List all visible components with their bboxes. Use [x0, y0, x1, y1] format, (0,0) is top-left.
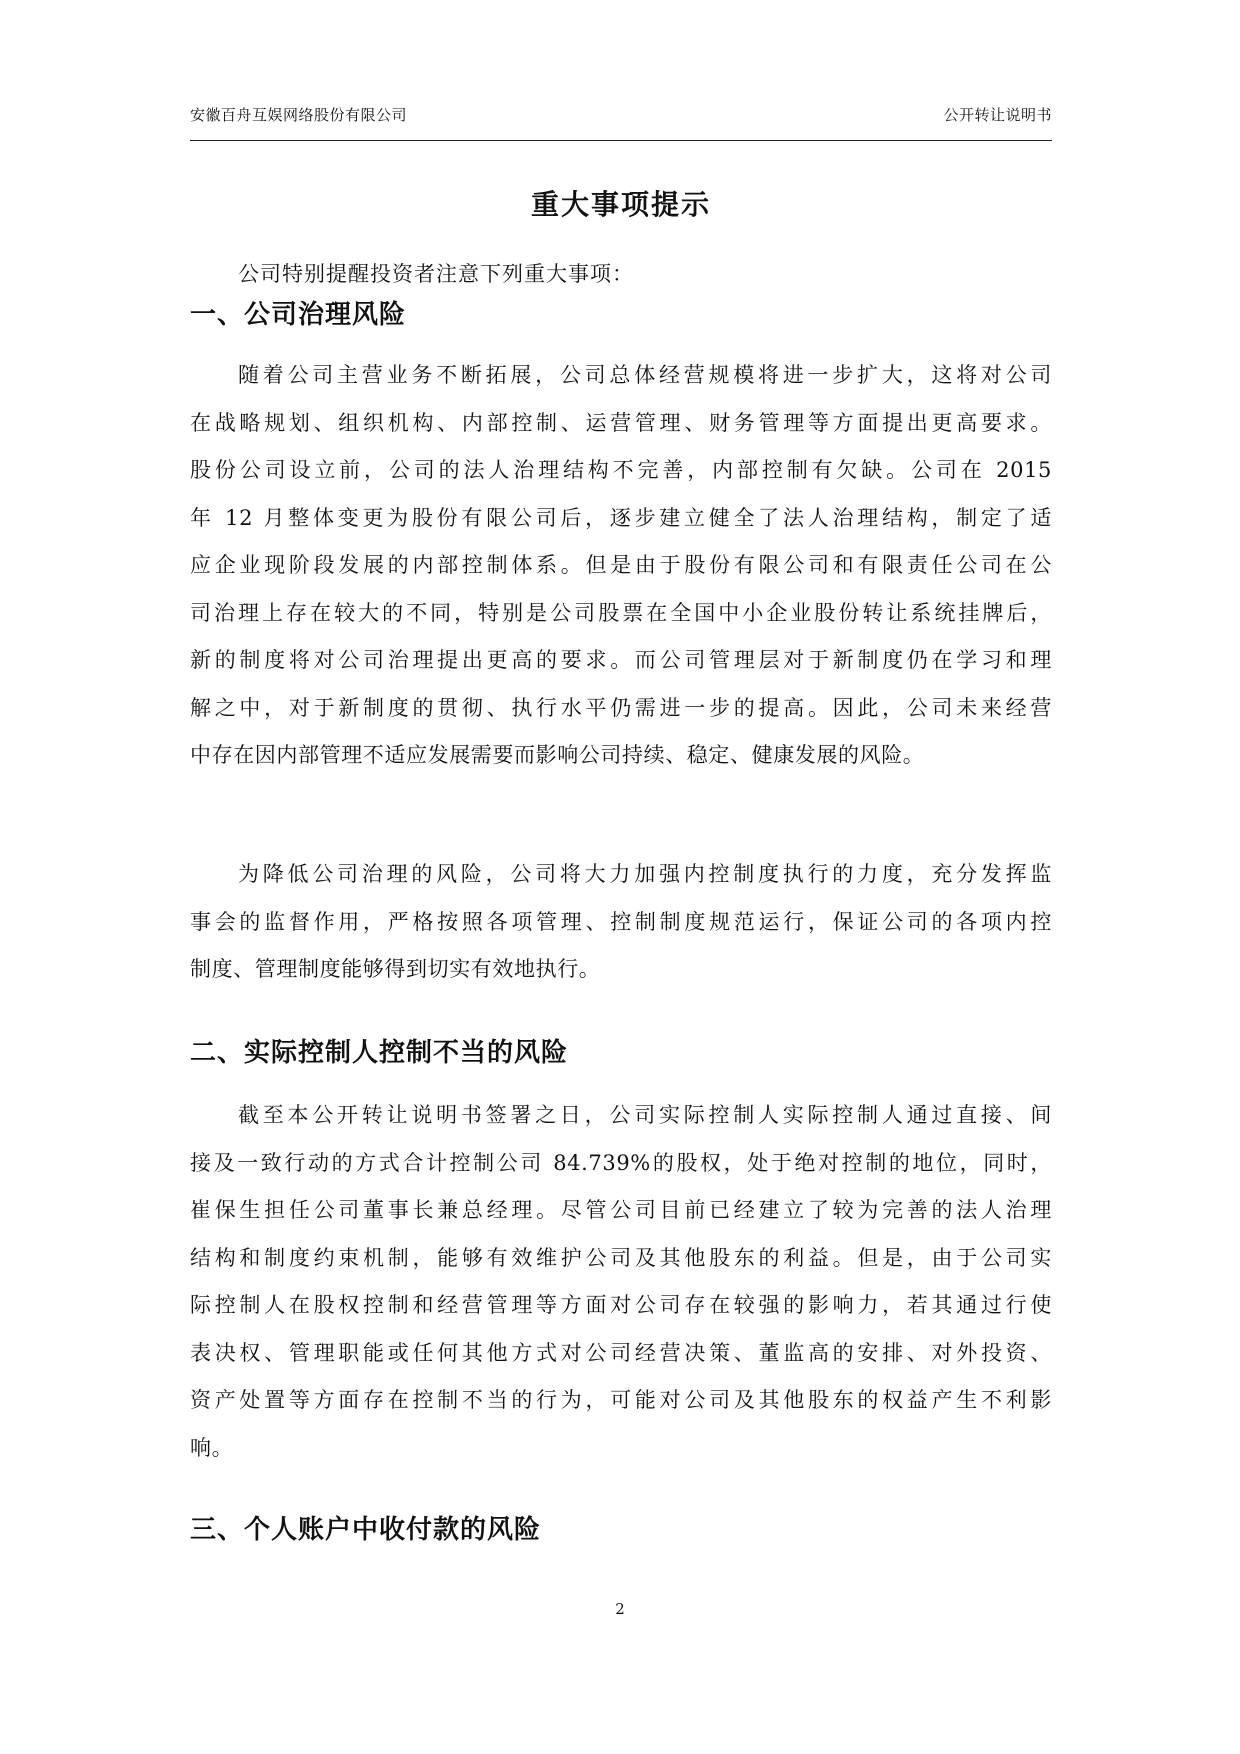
- section-1-paragraph-1: [190, 352, 1052, 780]
- text-line: 资产处置等方面存在控制不当的行为，可能对公司及其他股东的权益产生不利影: [190, 1388, 1052, 1412]
- page-title: 重大事项提示: [530, 188, 711, 221]
- text-line: 截至本公开转让说明书签署之日，公司实际控制人实际控制人通过直接、间: [238, 1103, 1052, 1127]
- text-line: 制度、管理制度能够得到切实有效地执行。: [190, 957, 601, 981]
- text-line: 新的制度将对公司治理提出更高的要求。而公司管理层对于新制度仍在学习和理: [190, 648, 1052, 672]
- text-line: 崔保生担任公司董事长兼总经理。尽管公司目前已经建立了较为完善的法人治理: [190, 1198, 1052, 1222]
- section-1-paragraph-2: [190, 851, 1052, 994]
- text-line: 事会的监督作用，严格按照各项管理、控制制度规范运行，保证公司的各项内控: [190, 909, 1052, 934]
- text-line: 在战略规划、组织机构、内部控制、运营管理、财务管理等方面提出更高要求。: [190, 410, 1052, 435]
- intro-text: 公司特别提醒投资者注意下列重大事项：: [238, 262, 634, 286]
- text-line: 中存在因内部管理不适应发展需要而影响公司持续、稳定、健康发展的风险。: [190, 743, 925, 767]
- text-line: 应企业现阶段发展的内部控制体系。但是由于股份有限公司和有限责任公司在公: [190, 553, 1052, 577]
- header-document-type: 公开转让说明书: [943, 106, 1052, 124]
- text-line: 股份公司设立前，公司的法人治理结构不完善，内部控制有欠缺。公司在 2015: [190, 458, 1052, 482]
- text-line: 接及一致行动的方式合计控制公司 84.739%的股权，处于绝对控制的地位，同时，: [190, 1150, 1052, 1175]
- page-header: [190, 100, 1052, 141]
- text-line: 随着公司主营业务不断拓展，公司总体经营规模将进一步扩大，这将对公司: [238, 363, 1052, 387]
- text-line: 司治理上存在较大的不同，特别是公司股票在全国中小企业股份转让系统挂牌后，: [190, 600, 1052, 625]
- text-line: 年 12 月整体变更为股份有限公司后，逐步建立健全了法人治理结构，制定了适: [190, 505, 1052, 530]
- text-line: 结构和制度约束机制，能够有效维护公司及其他股东的利益。但是，由于公司实: [190, 1245, 1052, 1270]
- text-line: 际控制人在股权控制和经营管理等方面对公司存在较强的影响力，若其通过行使: [190, 1293, 1052, 1317]
- text-line: 响。: [190, 1435, 234, 1460]
- section-heading-3: 三、个人账户中收付款的风险: [190, 1515, 542, 1545]
- text-line: 为降低公司治理的风险，公司将大力加强内控制度执行的力度，充分发挥监: [238, 862, 1052, 886]
- text-line: 解之中，对于新制度的贯彻、执行水平仍需进一步的提高。因此，公司未来经营: [190, 695, 1052, 720]
- text-line: 表决权、管理职能或任何其他方式对公司经营决策、董监高的安排、对外投资、: [190, 1340, 1052, 1365]
- page-number: 2: [615, 1600, 625, 1618]
- section-heading-1: 一、公司治理风险: [190, 300, 407, 330]
- section-heading-2: 二、实际控制人控制不当的风险: [190, 1038, 569, 1068]
- header-company-name: 安徽百舟互娱网络股份有限公司: [190, 106, 408, 124]
- section-2-paragraph-1: [190, 1092, 1052, 1472]
